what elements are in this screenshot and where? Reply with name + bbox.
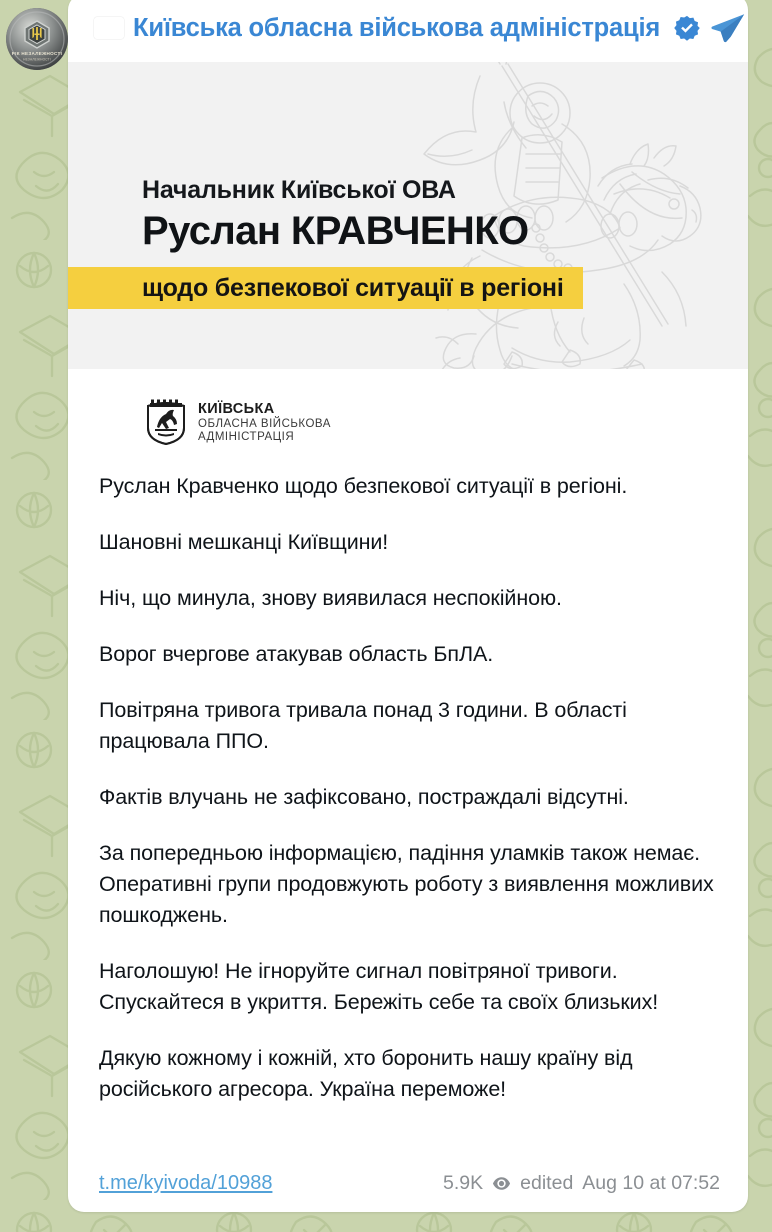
org-line-1: КИЇВСЬКА — [198, 401, 275, 417]
post-permalink[interactable]: t.me/kyivoda/10988 — [99, 1171, 273, 1194]
kyiv-oblast-coat-of-arms-icon — [145, 399, 187, 445]
org-line-3: АДМІНІСТРАЦІЯ — [198, 431, 295, 443]
ukraine-flag-icon — [94, 17, 124, 39]
post-footer — [68, 1154, 748, 1212]
organization-logo — [68, 369, 748, 445]
post-header — [68, 0, 748, 62]
org-line-2: ОБЛАСНА ВІЙСЬКОВА — [198, 418, 331, 430]
edited-label: edited — [520, 1171, 574, 1194]
banner-highlight-bar — [68, 267, 583, 309]
telegram-post-card — [68, 0, 748, 1212]
post-paragraph: За попередньою інформацією, падіння уламків також немає. Оперативні групи продовжують роботу з виявлення можливих пошкоджень. — [99, 841, 714, 927]
post-paragraph: Ворог вчергове атакував область БпЛА. — [99, 642, 494, 666]
post-paragraph: Шановні мешканці Київщини! — [99, 530, 389, 554]
post-paragraph: Наголошую! Не ігноруйте сигнал повітряної тривоги. Спускайтеся в укриття. Бережіть себе та своїх близьких! — [99, 959, 659, 1014]
organization-name-lines — [198, 401, 331, 443]
post-paragraph: Фактів влучань не зафіксовано, постраждалі відсутні. — [99, 785, 629, 809]
post-paragraph: Дякую кожному і кожній, хто боронить нашу країну від російського агресора. Україна переможе! — [99, 1046, 633, 1101]
eye-icon — [492, 1174, 511, 1193]
post-timestamp: Aug 10 at 07:52 — [582, 1171, 720, 1194]
svg-text:НЕЗАЛЕЖНОСТІ: НЕЗАЛЕЖНОСТІ — [23, 57, 51, 62]
banner-kicker: Начальник Київської ОВА — [142, 176, 456, 204]
telegram-plane-icon[interactable] — [709, 9, 747, 47]
verified-badge-icon — [674, 15, 700, 41]
channel-avatar[interactable] — [6, 8, 68, 70]
post-body — [68, 445, 748, 1105]
post-banner-image — [68, 62, 748, 369]
svg-text:РІК НЕЗАЛЕЖНОСТІ: РІК НЕЗАЛЕЖНОСТІ — [11, 51, 63, 56]
banner-title: Руслан КРАВЧЕНКО — [142, 209, 529, 253]
channel-name[interactable]: Київська обласна військова адміністрація — [133, 13, 661, 42]
post-paragraph: Ніч, що минула, знову виявилася неспокійною. — [99, 586, 562, 610]
post-paragraph: Руслан Кравченко щодо безпекової ситуації в регіоні. — [99, 474, 628, 498]
view-count: 5.9K — [443, 1171, 484, 1194]
banner-subtitle: щодо безпекової ситуації в регіоні — [142, 273, 564, 302]
post-paragraph: Повітряна тривога тривала понад 3 години. В області працювала ППО. — [99, 698, 627, 753]
banner-text-block — [68, 176, 748, 309]
post-meta — [443, 1172, 720, 1195]
